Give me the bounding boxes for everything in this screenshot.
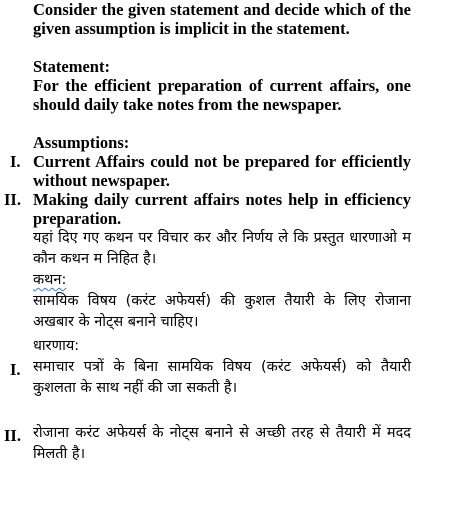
assumption-1-text: Current Affairs could not be prepared for efficiently without newspaper. xyxy=(33,152,411,190)
assumption-2-number: II. xyxy=(4,190,21,209)
cut-off-text-line xyxy=(33,496,283,499)
assumptions-label: Assumptions: xyxy=(33,133,130,152)
assumption-2-text: Making daily current affairs notes help in efficiency preparation. xyxy=(33,190,411,228)
hindi-assumption-1-number: I. xyxy=(10,360,21,379)
instruction-text: Consider the given statement and decide which of the given assumption is implicit in the statement. xyxy=(33,0,411,38)
hindi-assumption-2-text: रोजाना करंट अफेयर्स के नोट्स बनाने से अच्छी तरह से तैयारी में मदद मिलती है। xyxy=(33,425,411,462)
hindi-assumptions-label: धारणाय: xyxy=(33,338,80,354)
hindi-instruction-text: यहां दिए गए कथन पर विचार कर और निर्णय ले कि प्रस्तुत धारणाओ म कौन कथन म निहित है। xyxy=(33,230,411,267)
hindi-statement-text: सामयिक विषय (करंट अफेयर्स) की कुशल तैयारी के लिए रोजाना अखबार के नोट्स बनाने चाहिए। xyxy=(33,293,411,330)
statement-text: For the efficient preparation of current affairs, one should daily take notes from the newspaper. xyxy=(33,76,411,114)
assumption-1-number: I. xyxy=(10,152,21,171)
statement-label: Statement: xyxy=(33,57,110,76)
hindi-assumption-2-number: II. xyxy=(4,426,21,445)
hindi-assumption-1-text: समाचार पत्रों के बिना सामयिक विषय (करंट अफेयर्स) को तैयारी कुशलता के साथ नहीं की जा सकती है। xyxy=(33,359,411,396)
hindi-statement-label xyxy=(33,270,411,291)
hindi-statement-label-text: कथन: xyxy=(33,272,67,288)
